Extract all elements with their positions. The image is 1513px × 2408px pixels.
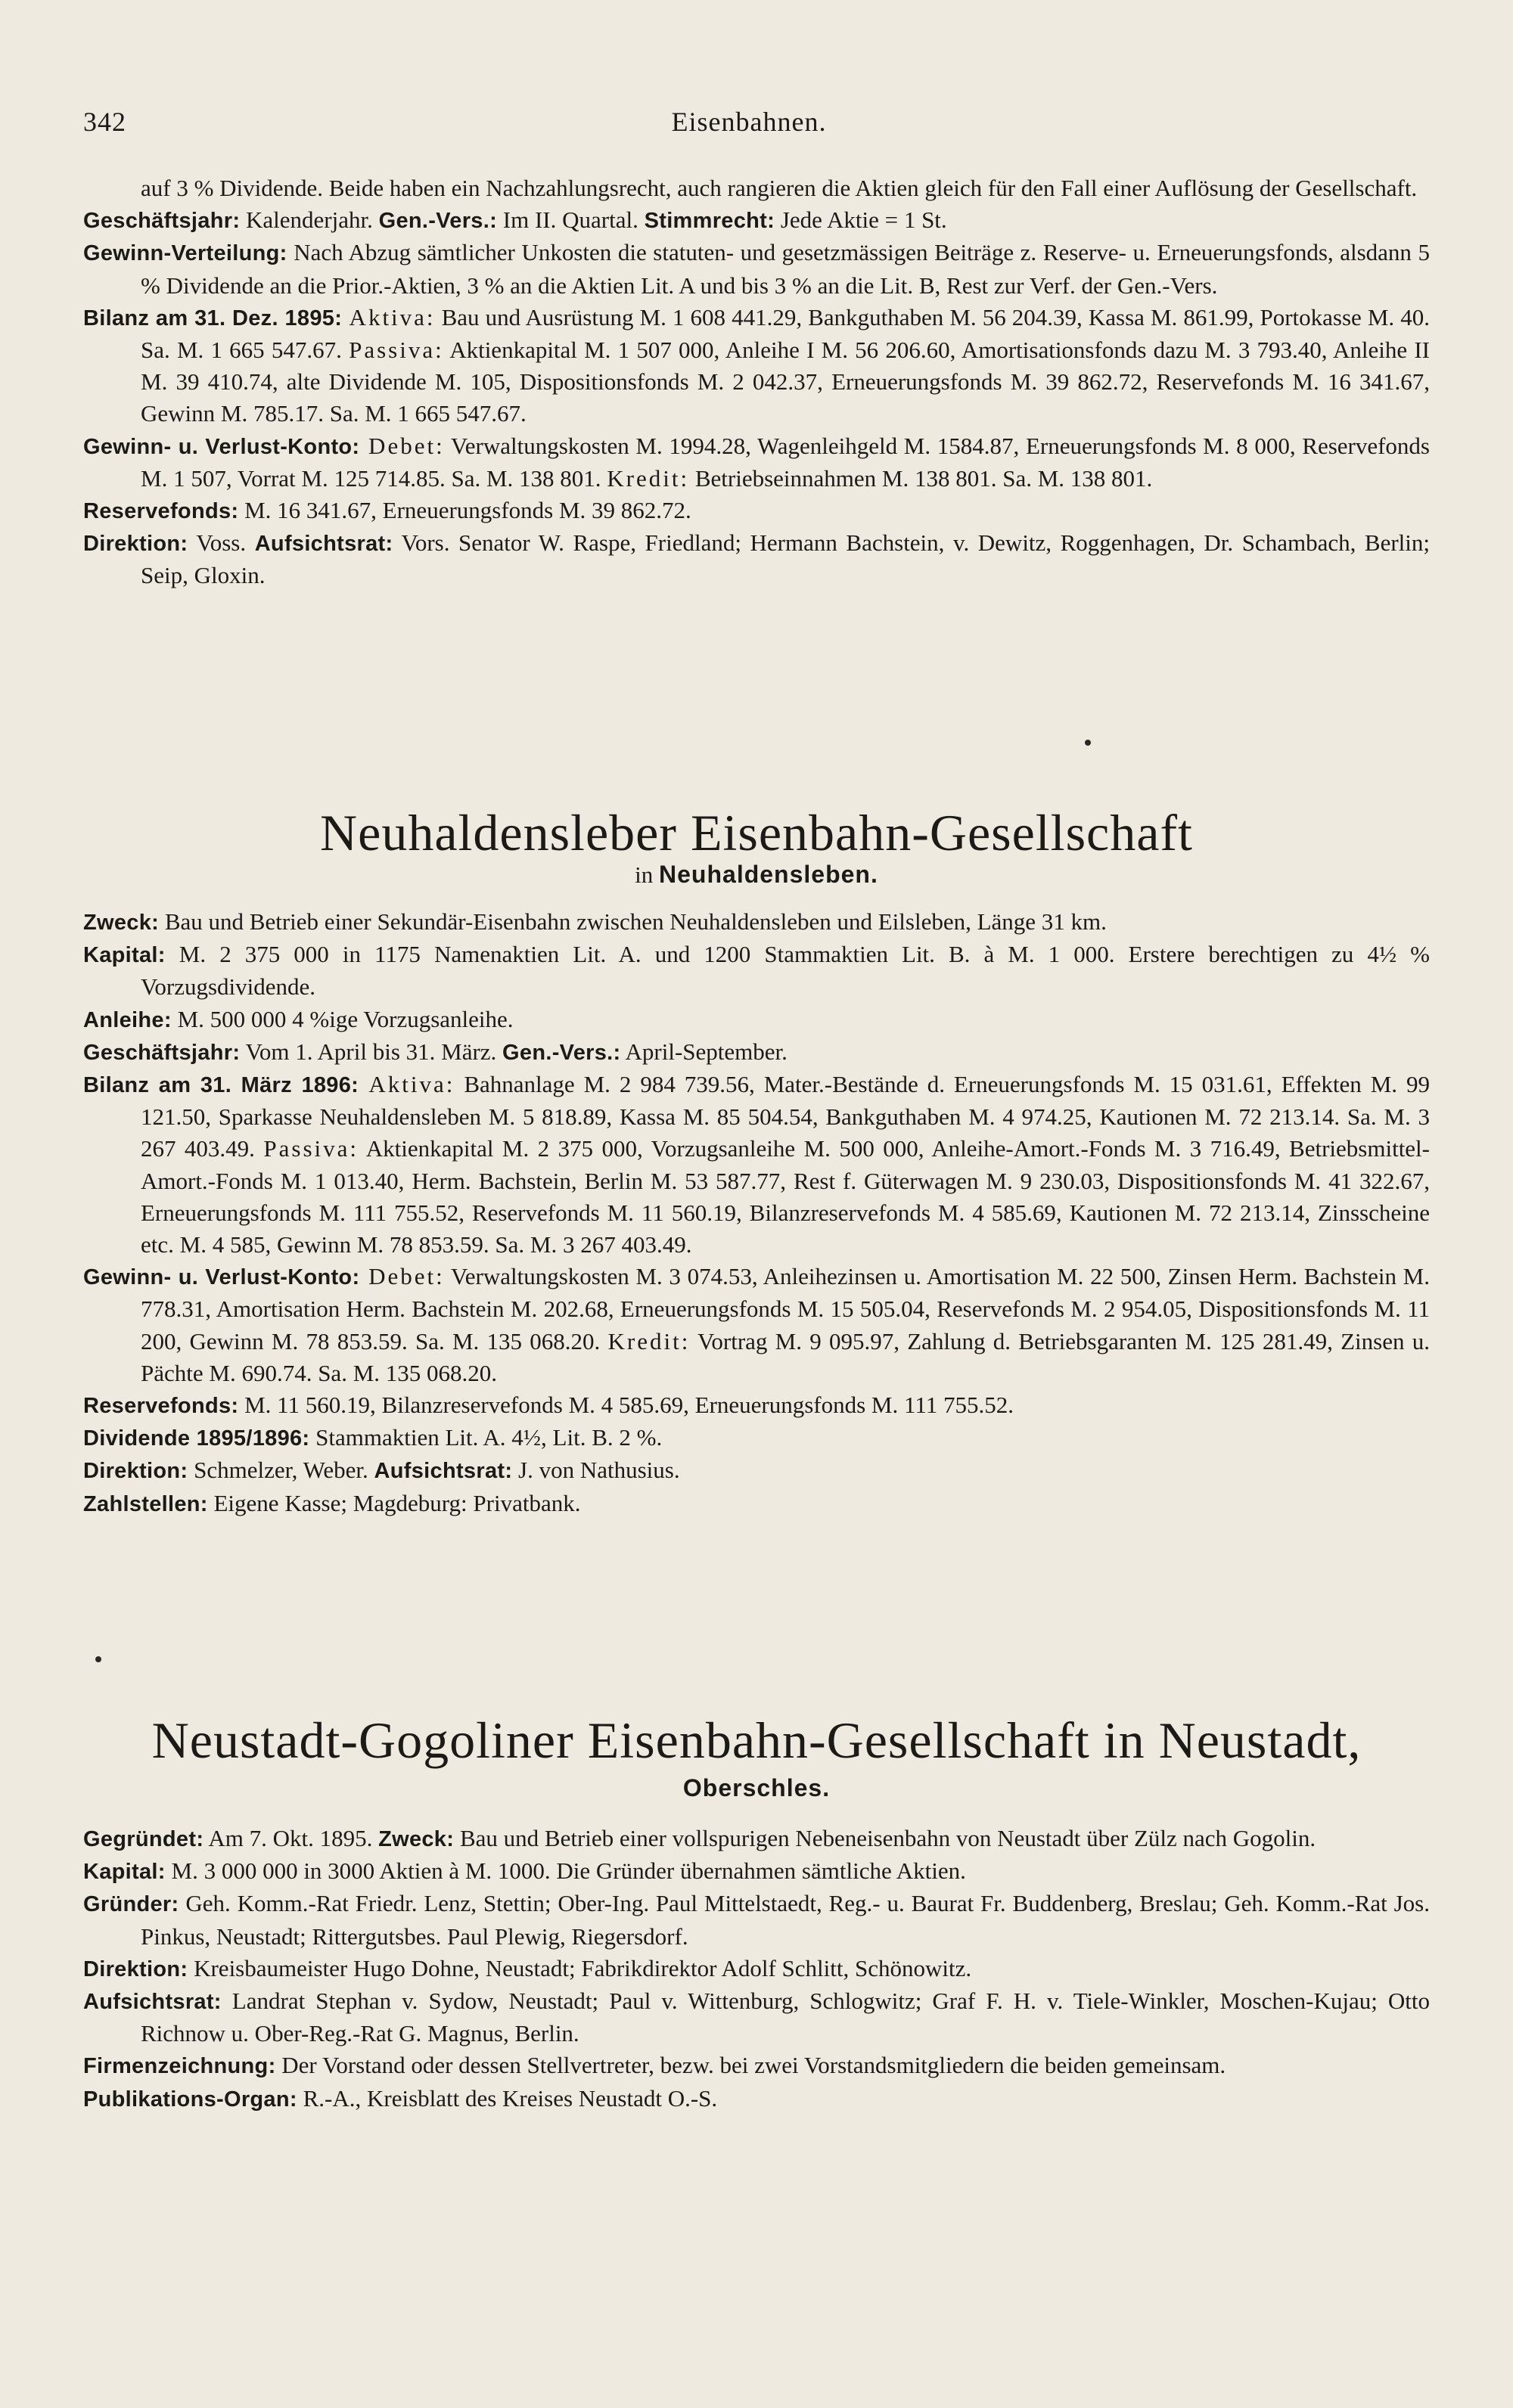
entry-key: Zahlstellen:: [83, 1491, 208, 1516]
entry-firmenzeichnung: [83, 2050, 1430, 2082]
entry-key: Publikations-Organ:: [83, 2087, 297, 2112]
entry-key: Stimmrecht:: [644, 209, 775, 234]
previous-entry-continuation: [83, 172, 1430, 592]
entry-direktion: [83, 1454, 1430, 1487]
entry-key: Reservefonds:: [83, 499, 239, 524]
subtitle-place: Oberschles.: [682, 1774, 831, 1801]
entry-publikations-organ: [83, 2083, 1430, 2115]
entry-subkey: Debet:: [359, 432, 445, 459]
entry-text: Vom 1. April bis 31. März.: [240, 1038, 503, 1065]
entry-text: Betriebseinnahmen M. 138 801. Sa. M. 138 801.: [689, 464, 1153, 492]
entry-text: Bau und Ausrüstung M. 1 608 441.29, Bankguthaben M. 56 204.39, Kassa M. 861.99, Portokasse M. 40. Sa. M. 1 665 547.67.: [141, 303, 1431, 364]
entry-direktion: [83, 527, 1430, 591]
entry-text: Vortrag M. 9 095.97, Zahlung d. Betriebsgaranten M. 125 281.49, Zinsen u. Pächte M. 690.74. Sa. M. 135 068.20.: [141, 1327, 1430, 1386]
entry-zahlstellen: [83, 1488, 1430, 1520]
entry-text: Kalenderjahr.: [240, 206, 379, 234]
entry-text: Kreisbaumeister Hugo Dohne, Neustadt; Fabrikdirektor Adolf Schlitt, Schönowitz.: [188, 1954, 972, 1981]
entry-key: Gewinn- u. Verlust-Konto:: [83, 1265, 360, 1290]
entry-geschaeftsjahr: [83, 1036, 1430, 1069]
entry-gewinn-verlust: [83, 430, 1430, 495]
entry-text: Verwaltungskosten M. 3 074.53, Anleihezinsen u. Amortisation M. 22 500, Zinsen Herm. Bachstein M. 778.31, Amortisation Herm. Bachstein M. 202.68, Erneuerungsfonds M. 15 505.04, Reservefonds M. 2 954.05, Dispositionsfonds M. 11 200, Gewinn M. 78 853.59. Sa. M. 135 068.20.: [141, 1263, 1430, 1354]
entry-text: Geh. Komm.-Rat Friedr. Lenz, Stettin; Ober-Ing. Paul Mittelstaedt, Reg.- u. Baurat Fr. Buddenberg, Breslau; Geh. Komm.-Rat Jos. Pinkus, Neustadt; Rittergutsbes. Paul Plewig, Riegersdorf.: [141, 1890, 1430, 1950]
entry-key: Direktion:: [83, 532, 188, 557]
section-title-neuhaldensleber: Neuhaldensleber Eisenbahn-Gesellschaft: [320, 804, 1193, 861]
entry-text: Bahnanlage M. 2 984 739.56, Mater.-Bestände d. Erneuerungsfonds M. 15 031.61, Effekten M. 99 121.50, Sparkasse Neuhaldensleben M. 5 818.89, Kassa M. 85 504.54, Bankguthaben M. 4 974.25, Kautionen M. 72 213.14. Sa. M. 3 267 403.49.: [141, 1071, 1430, 1162]
entry-kapital: [83, 939, 1430, 1003]
entry-subkey: Aktiva:: [342, 303, 436, 330]
section-subtitle-neuhaldensleber: [83, 861, 1430, 889]
entry-text: Landrat Stephan v. Sydow, Neustadt; Paul v. Wittenburg, Schlogwitz; Graf F. H. v. Tiele-Winkler, Moschen-Kujau; Otto Richnow u. Ober-Reg.-Rat G. Magnus, Berlin.: [141, 1988, 1430, 2047]
subtitle-prefix: in: [635, 861, 660, 888]
entry-key: Direktion:: [83, 1956, 188, 1981]
entry-zweck: [83, 906, 1430, 939]
entry-text: April-September.: [620, 1038, 788, 1065]
entry-text: Stammaktien Lit. A. 4½, Lit. B. 2 %.: [309, 1424, 663, 1451]
entry-subkey: Passiva:: [263, 1135, 359, 1162]
entry-text: M. 500 000 4 %ige Vorzugsanleihe.: [171, 1005, 514, 1032]
entry-subkey: Aktiva:: [359, 1071, 455, 1098]
entry-text: M. 2 375 000 in 1175 Namenaktien Lit. A. und 1200 Stammaktien Lit. B. à M. 1 000. Erstere berechtigen zu 4½ % Vorzugsdividende.: [141, 941, 1430, 1001]
entry-gewinn-verlust: [83, 1261, 1430, 1389]
entry-geschaeftsjahr: [83, 204, 1430, 237]
entry-key: Kapital:: [83, 1860, 166, 1885]
entry-key: Firmenzeichnung:: [83, 2054, 276, 2079]
page-header: [83, 106, 1415, 151]
entry-key: Gen.-Vers.:: [502, 1040, 621, 1065]
entry-key: Gewinn- u. Verlust-Konto:: [83, 434, 360, 459]
section-title-neustadt-gogoliner: Neustadt-Gogoliner Eisenbahn-Gesellschaft in Neustadt,: [151, 1711, 1362, 1769]
subtitle-place: Neuhaldensleben.: [659, 861, 878, 888]
entry-bilanz: [83, 1069, 1430, 1261]
entry-reservefonds: [83, 495, 1430, 527]
entry-key: Direktion:: [83, 1459, 188, 1484]
entry-key: Aufsichtsrat:: [374, 1459, 513, 1484]
entry-gewinn-verteilung: [83, 237, 1430, 301]
entry-reservefonds: [83, 1389, 1430, 1422]
entry-subkey: Kredit:: [607, 1327, 691, 1354]
entry-anleihe: [83, 1004, 1430, 1036]
entry-text: Am 7. Okt. 1895.: [203, 1825, 379, 1851]
section-body-neustadt-gogoliner: [83, 1823, 1430, 2115]
entry-key: Aufsichtsrat:: [254, 532, 393, 557]
entry-text: R.-A., Kreisblatt des Kreises Neustadt O.-S.: [297, 2084, 718, 2112]
entry-key: Aufsichtsrat:: [83, 1990, 222, 2015]
continuation-text: auf 3 % Dividende. Beide haben ein Nachzahlungsrecht, auch rangieren die Aktien gleich für den Fall einer Auflösung der Gesellschaft.: [141, 175, 1418, 201]
entry-text: Bau und Betrieb einer vollspurigen Nebeneisenbahn von Neustadt über Zülz nach Gogolin.: [454, 1825, 1316, 1851]
entry-text: Jede Aktie = 1 St.: [775, 206, 947, 234]
entry-gegruendet: [83, 1823, 1430, 1855]
entry-key: Geschäftsjahr:: [83, 1040, 241, 1065]
print-mark: [1085, 740, 1091, 746]
entry-text: Schmelzer, Weber.: [188, 1457, 374, 1484]
print-mark: [95, 1656, 101, 1662]
entry-key: Bilanz am 31. Dez. 1895:: [83, 306, 343, 330]
entry-text: M. 3 000 000 in 3000 Aktien à M. 1000. Die Gründer übernahmen sämtliche Aktien.: [165, 1857, 966, 1885]
entry-kapital: [83, 1855, 1430, 1888]
entry-text: M. 16 341.67, Erneuerungsfonds M. 39 862.72.: [238, 497, 691, 524]
entry-subkey: Debet:: [359, 1263, 445, 1290]
entry-key: Gewinn-Verteilung:: [83, 241, 287, 266]
entry-key: Bilanz am 31. März 1896:: [83, 1073, 359, 1098]
entry-key: Anleihe:: [83, 1007, 172, 1032]
entry-text: Im II. Quartal.: [497, 206, 645, 234]
entry-key: Gegründet:: [83, 1827, 204, 1851]
entry-text: Eigene Kasse; Magdeburg: Privatbank.: [207, 1489, 581, 1516]
entry-subkey: Kredit:: [607, 464, 690, 492]
section-body-neuhaldensleber: [83, 906, 1430, 1520]
entry-text: M. 11 560.19, Bilanzreservefonds M. 4 585.69, Erneuerungsfonds M. 111 755.52.: [238, 1392, 1014, 1419]
entry-text: Aktienkapital M. 1 507 000, Anleihe I M. 56 206.60, Amortisationsfonds dazu M. 3 793.40, Anleihe II M. 39 410.74, alte Dividende M. 105, Dispositionsfonds M. 2 042.37, Erneuerungsfonds M. 39 862.72, Reservefonds M. 16 341.67, Gewinn M. 785.17. Sa. M. 1 665 547.67.: [141, 337, 1430, 427]
entry-text: Verwaltungskosten M. 1994.28, Wagenleihgeld M. 1584.87, Erneuerungsfonds M. 8 000, Reservefonds M. 1 507, Vorrat M. 125 714.85. Sa. M. 138 801.: [141, 432, 1430, 492]
entry-key: Zweck:: [378, 1827, 455, 1851]
entry-text: Nach Abzug sämtlicher Unkosten die statuten- und gesetzmässigen Beiträge z. Reserve- u. Erneuerungsfonds, alsdann 5 % Dividende an die Prior.-Aktien, 3 % an die Aktien Lit. A und bis 3 % an die Lit. B, Rest zur Verf. der Gen.-Vers.: [141, 239, 1430, 299]
entry-key: Dividende 1895/1896:: [83, 1426, 310, 1451]
entry-dividende: [83, 1422, 1430, 1454]
section-subtitle-neustadt-gogoliner: [83, 1774, 1430, 1802]
entry-subkey: Passiva:: [349, 337, 444, 364]
entry-key: Zweck:: [83, 911, 160, 935]
page-number: 342: [83, 107, 126, 137]
entry-aufsichtsrat: [83, 1985, 1430, 2050]
entry-gruender: [83, 1888, 1430, 1952]
entry-key: Gen.-Vers.:: [378, 209, 498, 234]
entry-bilanz: [83, 302, 1430, 430]
entry-direktion: [83, 1953, 1430, 1985]
entry-key: Reservefonds:: [83, 1394, 239, 1419]
entry-key: Geschäftsjahr:: [83, 209, 241, 234]
entry-text: J. von Nathusius.: [512, 1457, 680, 1484]
entry-text: Der Vorstand oder dessen Stellvertreter, bezw. bei zwei Vorstandsmitgliedern die beiden gemeinsam.: [275, 2052, 1226, 2079]
entry-key: Kapital:: [83, 943, 166, 968]
entry-text: Vors. Senator W. Raspe, Friedland; Hermann Bachstein, v. Dewitz, Roggenhagen, Dr. Schambach, Berlin; Seip, Gloxin.: [141, 529, 1430, 589]
entry-text: Aktienkapital M. 2 375 000, Vorzugsanleihe M. 500 000, Anleihe-Amort.-Fonds M. 3 716.49, Betriebsmittel-Amort.-Fonds M. 1 013.40, Herm. Bachstein, Berlin M. 53 587.77, Rest f. Güterwagen M. 9 230.03, Dispositionsfonds M. 41 322.67, Erneuerungsfonds M. 111 755.52, Reservefonds M. 11 560.19, Bilanzreservefonds M. 4 585.69, Kautionen M. 72 213.14, Zinsscheine etc. M. 4 585, Gewinn M. 78 853.59. Sa. M. 3 267 403.49.: [141, 1135, 1430, 1258]
running-title: Eisenbahnen.: [671, 107, 827, 137]
entry-text: Bau und Betrieb einer Sekundär-Eisenbahn zwischen Neuhaldensleben und Eilsleben, Länge 31 km.: [159, 908, 1107, 935]
entry-key: Gründer:: [83, 1892, 179, 1917]
entry-text: Voss.: [188, 529, 255, 557]
